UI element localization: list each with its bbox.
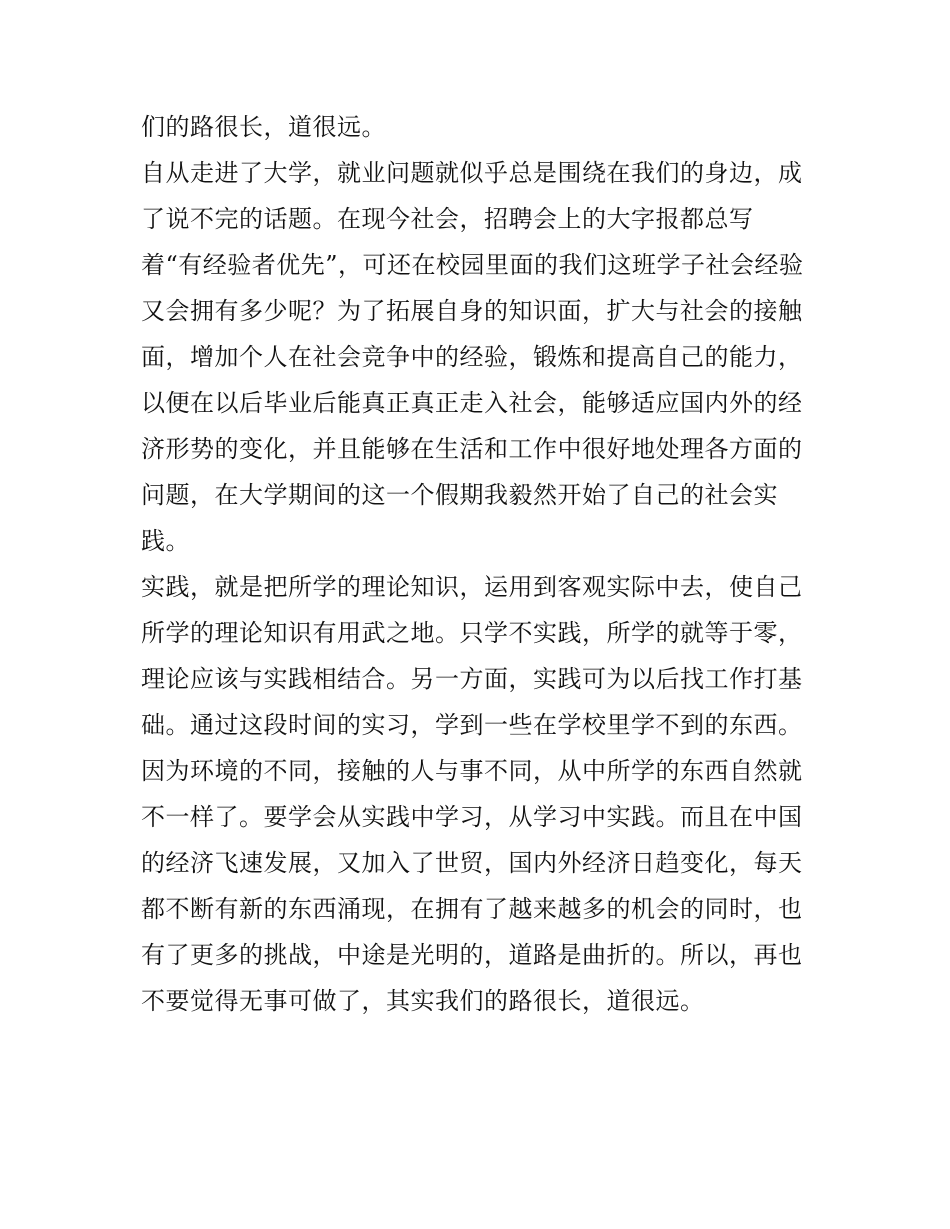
text-line: 践。 [141, 527, 190, 555]
text-line: 又会拥有多少呢？为了拓展自身的知识面，扩大与社会的接触 [141, 297, 803, 325]
text-line: 着“有经验者优先”，可还在校园里面的我们这班学子社会经验 [141, 251, 804, 279]
text-line: 济形势的变化，并且能够在生活和工作中很好地处理各方面的 [141, 435, 803, 463]
text-line: 础。通过这段时间的实习，学到一些在学校里学不到的东西。 [141, 711, 803, 739]
body-text [141, 104, 831, 1024]
text-line: 的经济飞速发展，又加入了世贸，国内外经济日趋变化，每天 [141, 849, 803, 877]
text-line: 有了更多的挑战，中途是光明的，道路是曲折的。所以，再也 [141, 941, 803, 969]
text-line: 不要觉得无事可做了，其实我们的路很长，道很远。 [141, 987, 705, 1015]
text-line: 都不断有新的东西涌现，在拥有了越来越多的机会的同时，也 [141, 895, 803, 923]
text-line: 面，增加个人在社会竞争中的经验，锻炼和提高自己的能力， [141, 343, 803, 371]
text-line: 不一样了。要学会从实践中学习，从学习中实践。而且在中国 [141, 803, 803, 831]
text-line: 问题，在大学期间的这一个假期我毅然开始了自己的社会实 [141, 481, 778, 509]
text-line: 以便在以后毕业后能真正真正走入社会，能够适应国内外的经 [141, 389, 803, 417]
text-line: 所学的理论知识有用武之地。只学不实践，所学的就等于零， [141, 619, 803, 647]
text-line: 实践，就是把所学的理论知识，运用到客观实际中去，使自己 [141, 573, 803, 601]
text-line: 们的路很长，道很远。 [141, 113, 386, 141]
text-line: 因为环境的不同，接触的人与事不同，从中所学的东西自然就 [141, 757, 803, 785]
text-line: 了说不完的话题。在现今社会，招聘会上的大字报都总写 [141, 205, 754, 233]
text-line: 自从走进了大学，就业问题就似乎总是围绕在我们的身边，成 [141, 159, 803, 187]
text-line: 理论应该与实践相结合。另一方面，实践可为以后找工作打基 [141, 665, 803, 693]
